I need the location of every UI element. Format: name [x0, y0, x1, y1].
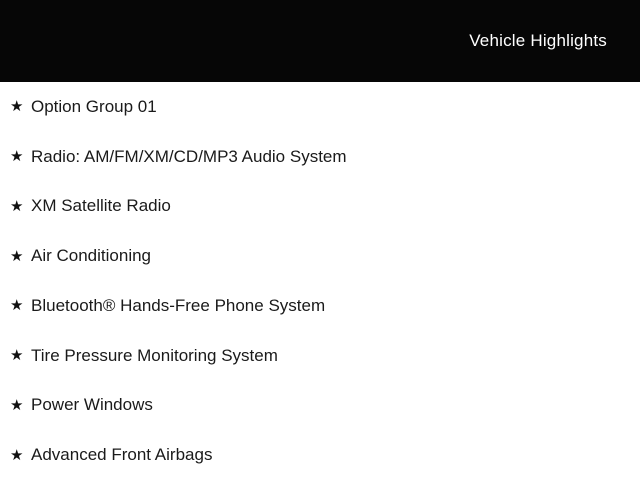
star-icon: ★ [10, 148, 24, 166]
list-item-label: Radio: AM/FM/XM/CD/MP3 Audio System [31, 146, 347, 166]
star-icon: ★ [10, 297, 24, 315]
list-item [0, 231, 640, 281]
list-item-label: Tire Pressure Monitoring System [31, 345, 278, 365]
list-item-label: Option Group 01 [31, 96, 157, 116]
highlights-list [0, 82, 640, 480]
star-icon: ★ [10, 98, 24, 116]
list-item [0, 281, 640, 331]
list-item [0, 430, 640, 480]
list-item-label: Power Windows [31, 395, 153, 415]
list-item-label: Air Conditioning [31, 246, 152, 266]
star-icon: ★ [10, 446, 24, 464]
list-item-label: XM Satellite Radio [31, 196, 171, 216]
list-item [0, 381, 640, 431]
page-title: Vehicle Highlights [469, 31, 607, 50]
list-item-label: Advanced Front Airbags [31, 445, 213, 465]
list-item [0, 132, 640, 182]
star-icon: ★ [10, 247, 24, 265]
list-item-label: Bluetooth® Hands-Free Phone System [31, 295, 326, 315]
header-bar [0, 0, 640, 82]
list-item [0, 182, 640, 232]
star-icon: ★ [10, 197, 24, 215]
list-item [0, 82, 640, 132]
star-icon: ★ [10, 347, 24, 365]
star-icon: ★ [10, 396, 24, 414]
list-item [0, 331, 640, 381]
